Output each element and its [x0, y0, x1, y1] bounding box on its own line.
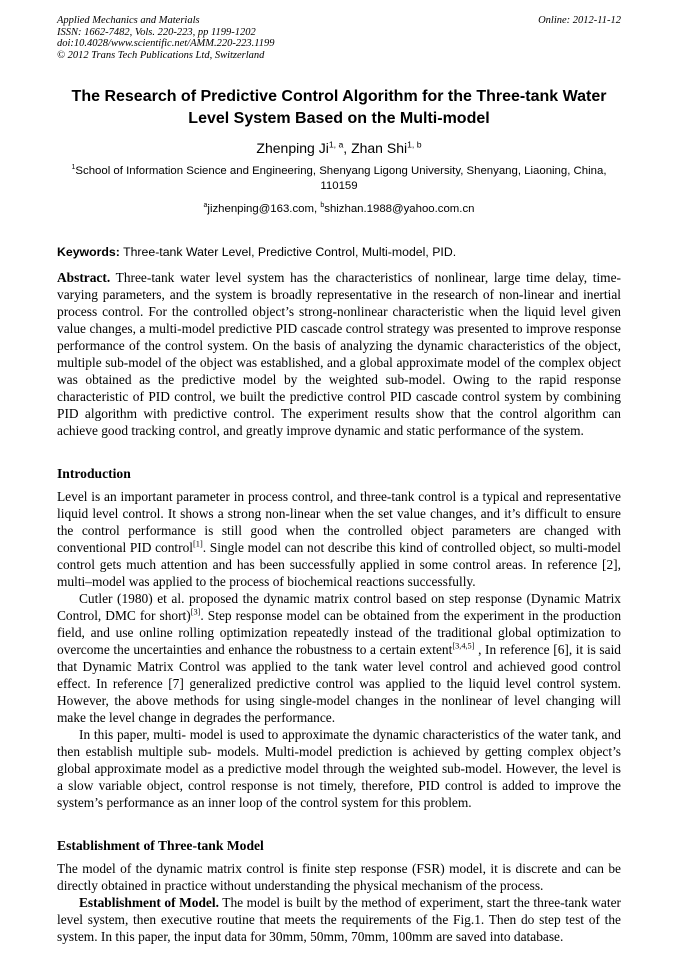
abstract-text: Three-tank water level system has the characteristics of nonlinear, large time delay, time-varying parameters, and the system is broadly representative in the research of non-linear and inertial process control. For the controlled object’s strong-nonlinear characteristic when the liquid level given value changes, a multi-model predictive PID cascade control strategy was presented to improve response performance of the control system. On the basis of analyzing the dynamic characteristics of the object, multiple sub-model of the object was established, and a global approximate model of the complex object was obtained as the predictive model by the weighted sub-model. Owing to the rapid response characteristic of PID control, we built the predictive control PID cascade control system by combining PID algorithm with predictive control. The experiment results show that the control algorithm can achieve good tracking control, and greatly improve dynamic and static performance of the system.	[57, 270, 621, 439]
citation-superscript: [1]	[193, 539, 203, 549]
citation-superscript: [3]	[190, 607, 201, 617]
journal-title: Applied Mechanics and Materials	[57, 15, 200, 26]
paper-title: The Research of Predictive Control Algorithm for the Three-tank Water Level System Based on the Multi-model	[71, 88, 607, 128]
affiliation-text: School of Information Science and Engineering, Shenyang Ligong University, Shenyang, Liaoning, China, 110159	[75, 165, 607, 192]
author-name: Zhenping Ji	[256, 140, 329, 157]
journal-doi-line: doi:10.4028/www.scientific.net/AMM.220-223.1199	[57, 38, 275, 50]
email-marker: b	[320, 202, 325, 210]
affiliation-line	[57, 164, 621, 193]
journal-copyright-line: © 2012 Trans Tech Publications Ltd, Switzerland	[57, 49, 265, 61]
journal-issn-line: ISSN: 1662-7482, Vols. 220-223, pp 1199-1202	[57, 26, 256, 38]
inline-bold-lead: Establishment of Model.	[79, 895, 219, 911]
paragraph: Level is an important parameter in process control, and three-tank control is a typical and representative liquid level control. It shows a strong non-linear when the set value changes, and it’s difficult to ensure the control performance is still good when the controlled object parameters are changed with conventional PID control[1]. Single model can not describe this kind of controlled object, so multi-model control gets much attention and has been successfully applied in some control areas. In reference [2], multi–model was applied to the process of biochemical reactions successfully.	[57, 489, 621, 590]
citation-superscript: [3,4,5]	[452, 641, 475, 651]
section-heading: Introduction	[57, 466, 131, 482]
journal-header	[57, 15, 621, 61]
authors-line: Zhenping Ji$^{1, a}$, Zhan Shi$^{1, b}$	[256, 139, 422, 157]
keywords-text: Three-tank Water Level, Predictive Control, Multi-model, PID.	[119, 245, 457, 260]
journal-info-block	[57, 15, 274, 61]
abstract-paragraph	[57, 269, 621, 439]
email-address: shizhan.1988@yahoo.com.cn	[324, 203, 475, 216]
email-address: jizhenping@163.com	[207, 203, 314, 216]
author-name: Zhan Shi	[351, 140, 408, 157]
abstract-label: Abstract.	[57, 270, 111, 286]
paragraph: In this paper, multi- model is used to approximate the dynamic characteristics of the water tank, and then establish multiple sub- models. Multi-model prediction is achieved by getting complex object’s global approximate model as a predictive model through the weighted sub-model. However, the level is a slow variable object, control response is not timely, therefore, PID control is added to improve the system’s performance as an inner loop of the control system for this problem.	[57, 727, 621, 811]
keywords-line	[57, 244, 621, 260]
paragraph: Establishment of Model. The model is built by the method of experiment, start the three-tank water level system, then executive routine that meets the requirements of the Fig.1. Then do step test of the system. In this paper, the input data for 30mm, 50mm, 70mm, 100mm are saved into database.	[57, 895, 622, 945]
author-marker: 1, b	[407, 139, 422, 150]
section-heading: Establishment of Three-tank Model	[57, 838, 264, 854]
online-date: Online: 2012-11-12	[538, 15, 621, 26]
paragraph: The model of the dynamic matrix control is finite step response (FSR) model, it is discrete and can be directly obtained in practice without understanding the physical mechanism of the process.	[57, 861, 621, 894]
author-marker: 1, a	[328, 139, 344, 150]
paragraph: Cutler (1980) et al. proposed the dynamic matrix control based on step response (Dynamic Matrix Control, DMC for short)[3]. Step response model can be obtained from the experiment in the production field, and use online rolling optimization repeatedly instead of the traditional global optimization to overcome the uncertainties and enhance the robustness to a certain extent[3,4,5] , In reference [6], it is said that Dynamic Matrix Control was applied to the tank water level control and achieved good control effect. In reference [7] generalized predictive control was applied to the liquid level control system. However, the above methods for using single-model changes in the nonlinear of level changing will make the level change in degrades the performance.	[57, 591, 622, 726]
sections-container	[57, 465, 621, 945]
affiliation-marker: 1	[71, 164, 76, 172]
emails-line: $^a$jizhenping@163.com, $^b$shizhan.1988@yahoo.com.cn	[203, 202, 475, 216]
keywords-label: Keywords:	[57, 245, 120, 260]
email-marker: a	[203, 202, 208, 210]
